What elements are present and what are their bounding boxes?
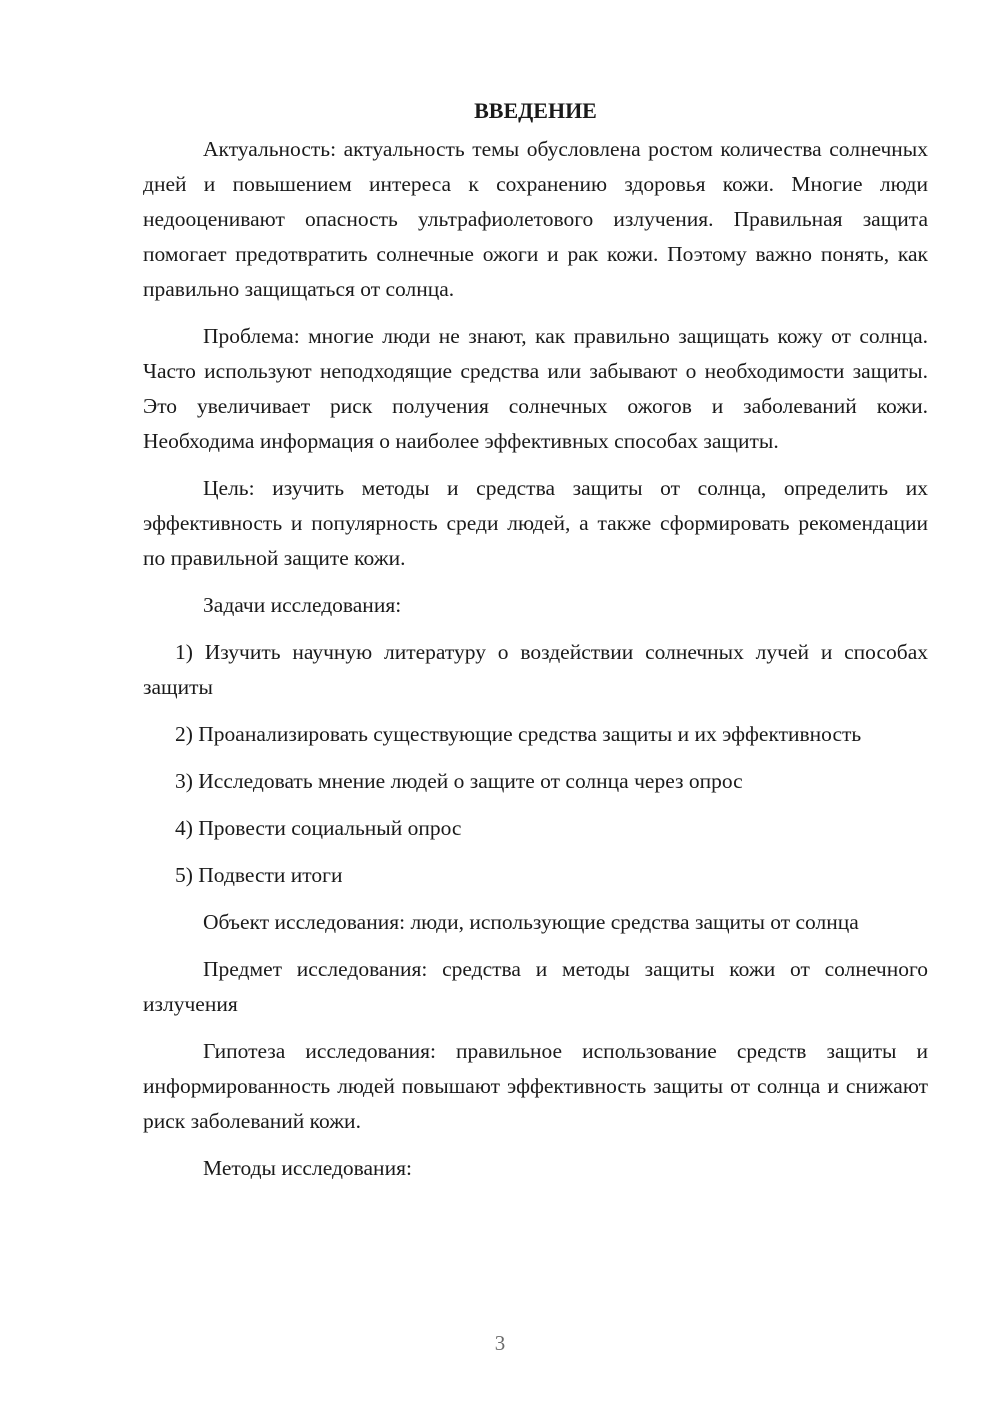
task-item-5: 5) Подвести итоги (175, 863, 343, 887)
paragraph-object: Объект исследования: люди, использующие средства защиты от солнца (203, 910, 859, 934)
paragraph-methods: Методы исследования: (203, 1156, 412, 1180)
paragraph-relevance: Актуальность: актуальность темы обусловлена ростом количества солнечных дней и повышением интереса к сохранению здоровья кожи. Многие люди недооценивают опасность ультрафиолетового излучения. Правильная защита помогает предотвратить солнечные ожоги и рак кожи. Поэтому важно понять, как правильно защищаться от солнца. (143, 137, 928, 301)
task-item-2: 2) Проанализировать существующие средства защиты и их эффективность (175, 722, 862, 746)
task-item-4: 4) Провести социальный опрос (175, 816, 462, 840)
paragraph-problem: Проблема: многие люди не знают, как правильно защищать кожу от солнца. Часто используют неподходящие средства или забывают о необходимости защиты. Это увеличивает риск получения солнечных ожогов и заболеваний кожи. Необходима информация о наиболее эффективных способах защиты. (143, 324, 928, 453)
paragraph-subject: Предмет исследования: средства и методы защиты кожи от солнечного излучения (143, 957, 928, 1016)
paragraph-hypothesis: Гипотеза исследования: правильное использование средств защиты и информированность людей повышают эффективность защиты от солнца и снижают риск заболеваний кожи. (143, 1039, 928, 1133)
paragraph-tasks-heading: Задачи исследования: (203, 593, 402, 617)
page-number: 3 (494, 1331, 506, 1355)
document-page (143, 94, 928, 1198)
task-item-3: 3) Исследовать мнение людей о защите от солнца через опрос (175, 769, 743, 793)
task-item-1: 1) Изучить научную литературу о воздействии солнечных лучей и способах защиты (143, 640, 928, 699)
paragraph-goal: Цель: изучить методы и средства защиты от солнца, определить их эффективность и популярность среди людей, а также сформировать рекомендации по правильной защите кожи. (143, 476, 928, 570)
section-heading: ВВЕДЕНИЕ (474, 98, 597, 123)
